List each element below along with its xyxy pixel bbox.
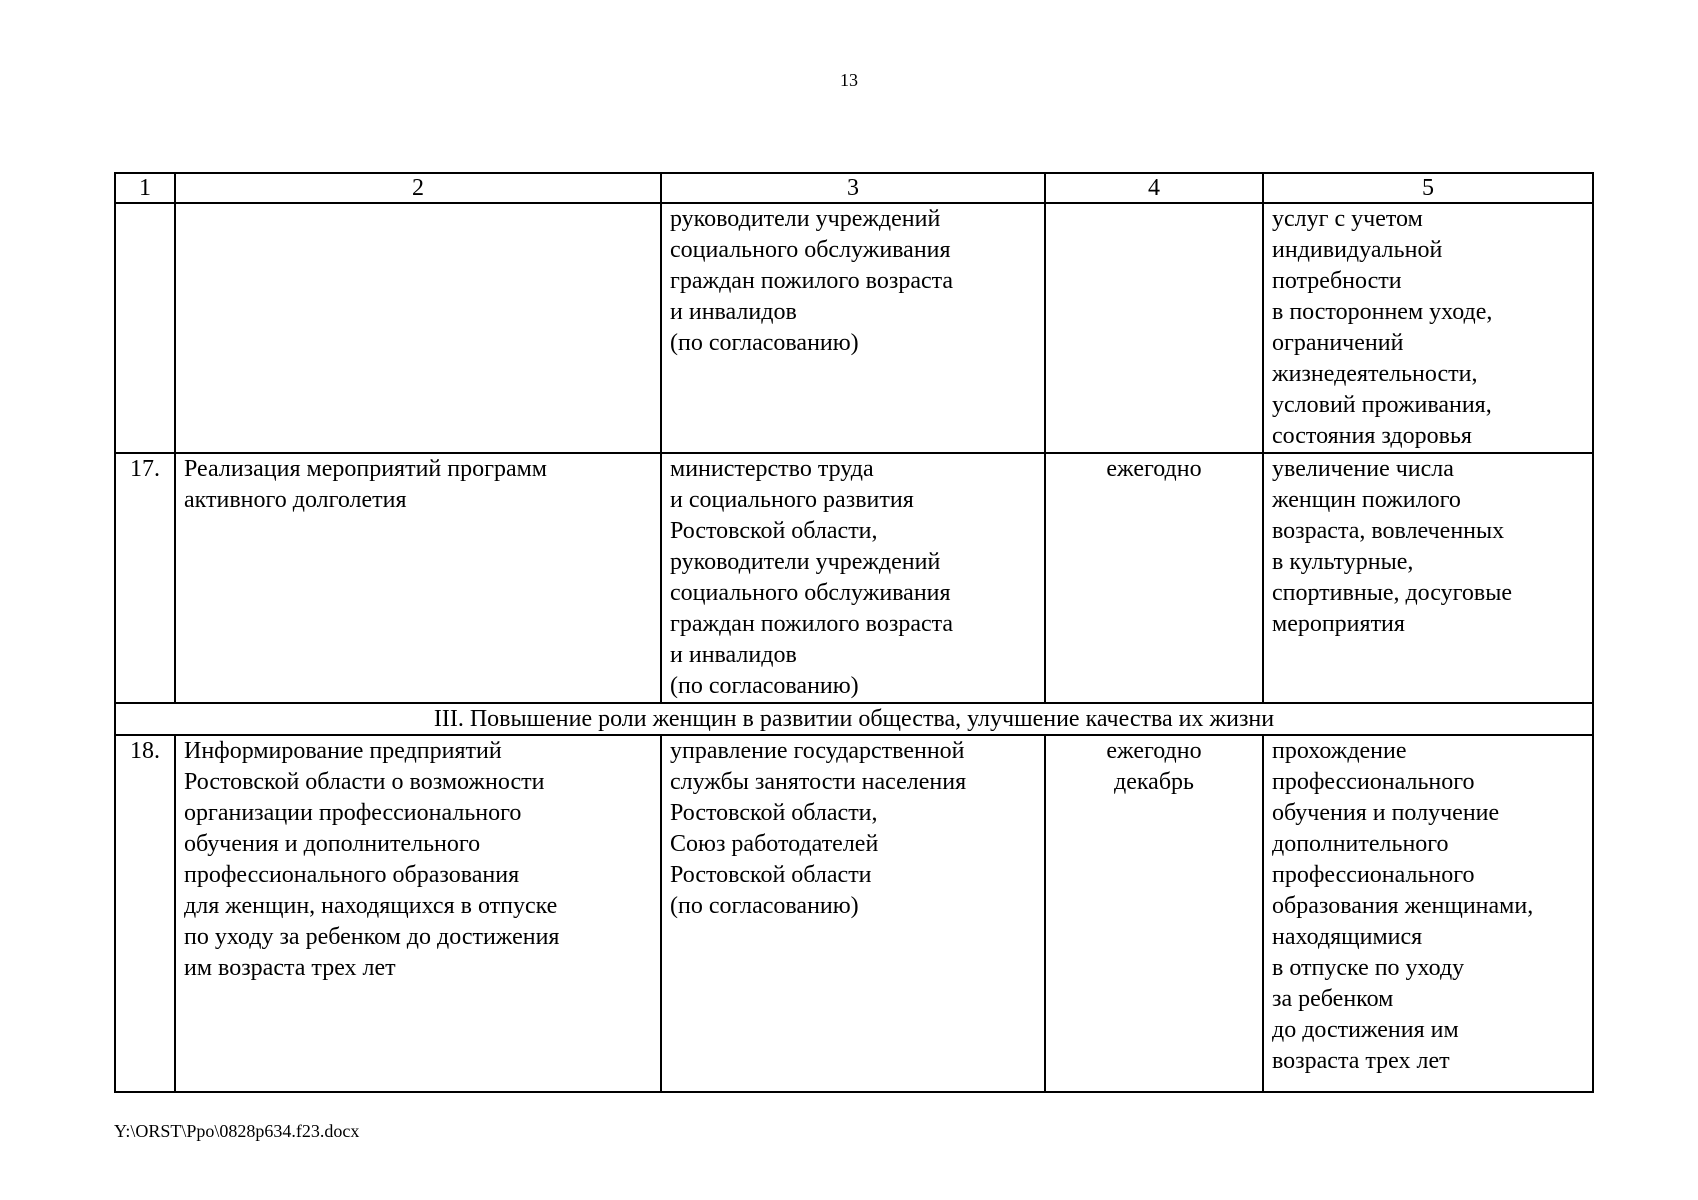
footer-file-path: Y:\ORST\Ppo\0828p634.f23.docx — [114, 1121, 360, 1141]
cell-text-line: потребности — [1272, 268, 1402, 294]
page-number: 13 — [840, 70, 858, 90]
column-number: 1 — [115, 173, 175, 203]
cell-text-line: и инвалидов — [670, 642, 797, 668]
cell-text-line: декабрь — [1114, 769, 1194, 795]
term-cell — [1045, 203, 1263, 453]
cell-text-line: и инвалидов — [670, 299, 797, 325]
table-row-18 — [115, 735, 1593, 1092]
cell-text-line: для женщин, находящихся в отпуске — [184, 893, 558, 919]
measure-cell — [175, 453, 661, 703]
cell-text-line: до достижения им — [1272, 1017, 1459, 1043]
cell-text-line: ежегодно — [1106, 456, 1202, 482]
cell-text-line: спортивные, досуговые — [1272, 580, 1512, 606]
cell-text-line: социального обслуживания — [670, 580, 951, 606]
column-number: 4 — [1045, 173, 1263, 203]
result-cell — [1263, 203, 1593, 453]
row-number-cell — [115, 203, 175, 453]
cell-text-line: министерство труда — [670, 456, 874, 482]
executors-cell — [661, 203, 1045, 453]
table-row-continuation — [115, 203, 1593, 453]
cell-text-line: организации профессионального — [184, 800, 522, 826]
cell-text-line: состояния здоровья — [1272, 423, 1472, 449]
cell-text-line: возраста трех лет — [1272, 1048, 1450, 1074]
column-number: 2 — [175, 173, 661, 203]
column-number: 3 — [661, 173, 1045, 203]
cell-text-line: ограничений — [1272, 330, 1404, 356]
cell-text-line: увеличение числа — [1272, 456, 1454, 482]
table-row-17 — [115, 453, 1593, 703]
cell-text-line: возраста, вовлеченных — [1272, 518, 1505, 544]
column-number: 5 — [1263, 173, 1593, 203]
cell-text-line: в отпуске по уходу — [1272, 955, 1465, 981]
cell-text-line: дополнительного — [1272, 831, 1449, 857]
cell-text-line: в постороннем уходе, — [1272, 299, 1493, 325]
cell-text-line: за ребенком — [1272, 986, 1394, 1012]
cell-text-line: мероприятия — [1272, 611, 1405, 637]
cell-text-line: Реализация мероприятий программ — [184, 456, 547, 482]
cell-text-line: граждан пожилого возраста — [670, 611, 954, 637]
cell-text-line: Информирование предприятий — [184, 738, 502, 764]
column-number-row — [115, 173, 1593, 203]
cell-text-line: Ростовской области о возможности — [184, 769, 545, 795]
cell-text-line: граждан пожилого возраста — [670, 268, 954, 294]
cell-text-line: социального обслуживания — [670, 237, 951, 263]
cell-text-line: жизнедеятельности, — [1272, 361, 1478, 387]
cell-text-line: и социального развития — [670, 487, 914, 513]
cell-text-line: (по согласованию) — [670, 893, 859, 919]
section-heading-row — [115, 703, 1593, 735]
cell-text-line: прохождение — [1272, 738, 1407, 764]
cell-text-line: (по согласованию) — [670, 330, 859, 356]
cell-text-line: управление государственной — [670, 738, 965, 764]
cell-text-line: в культурные, — [1272, 549, 1414, 575]
cell-text-line: профессионального — [1272, 769, 1475, 795]
executors-cell — [661, 453, 1045, 703]
cell-text-line: обучения и дополнительного — [184, 831, 481, 857]
cell-text-line: обучения и получение — [1272, 800, 1500, 826]
term-cell — [1045, 735, 1263, 1092]
section-title: III. Повышение роли женщин в развитии общества, улучшение качества их жизни — [115, 703, 1593, 735]
term-cell — [1045, 453, 1263, 703]
cell-text-line: Союз работодателей — [670, 831, 879, 857]
cell-text-line: службы занятости населения — [670, 769, 967, 795]
cell-text-line: активного долголетия — [184, 487, 407, 513]
cell-text-line: Ростовской области, — [670, 518, 878, 544]
cell-text-line: ежегодно — [1106, 738, 1202, 764]
cell-text-line: Ростовской области, — [670, 800, 878, 826]
row-number-cell: 18. — [115, 735, 175, 1092]
cell-text-line: руководители учреждений — [670, 549, 941, 575]
result-cell — [1263, 735, 1593, 1092]
cell-text-line: Ростовской области — [670, 862, 872, 888]
cell-text-line: профессионального образования — [184, 862, 520, 888]
plan-table — [114, 172, 1594, 1093]
cell-text-line: руководители учреждений — [670, 206, 941, 232]
cell-text-line: условий проживания, — [1272, 392, 1492, 418]
result-cell — [1263, 453, 1593, 703]
measure-cell — [175, 203, 661, 453]
measure-cell — [175, 735, 661, 1092]
row-number-cell: 17. — [115, 453, 175, 703]
cell-text-line: по уходу за ребенком до достижения — [184, 924, 560, 950]
cell-text-line: им возраста трех лет — [184, 955, 396, 981]
cell-text-line: профессионального — [1272, 862, 1475, 888]
cell-text-line: (по согласованию) — [670, 673, 859, 699]
cell-text-line: образования женщинами, — [1272, 893, 1534, 919]
executors-cell — [661, 735, 1045, 1092]
cell-text-line: услуг с учетом — [1272, 206, 1423, 232]
cell-text-line: индивидуальной — [1272, 237, 1443, 263]
cell-text-line: находящимися — [1272, 924, 1423, 950]
cell-text-line: женщин пожилого — [1272, 487, 1461, 513]
